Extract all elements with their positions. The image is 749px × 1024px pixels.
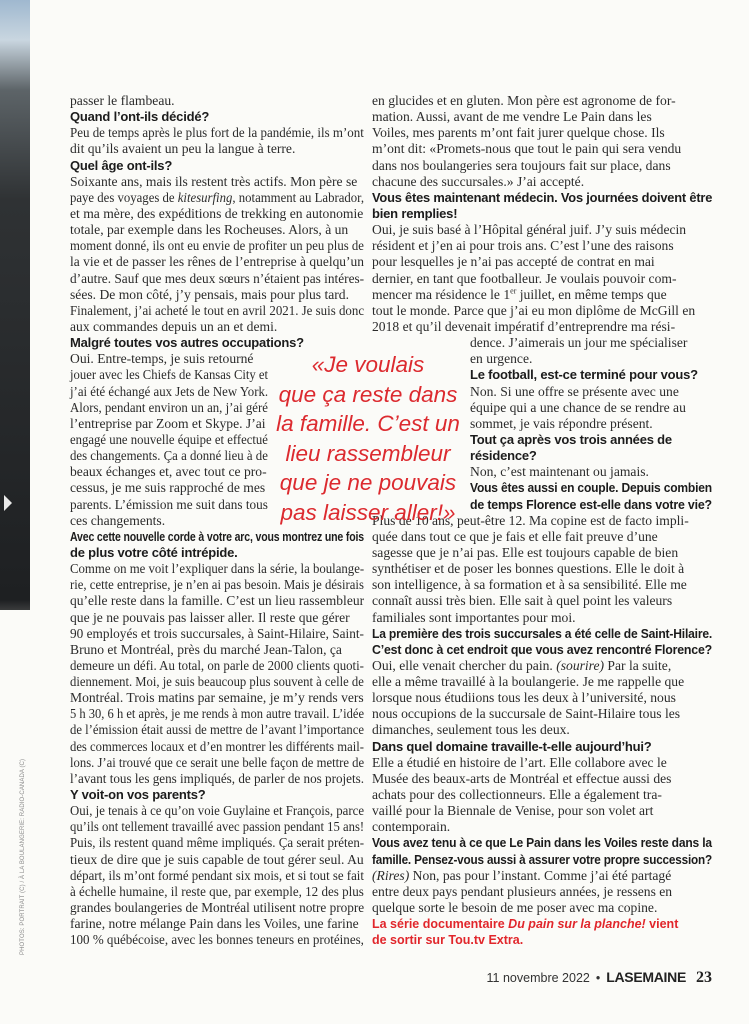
- answer-line: [372, 254, 717, 270]
- answer-line: [372, 529, 717, 545]
- page-number: 23: [696, 969, 712, 986]
- line-text: tieux de dire que je suis capable de tout gérer seul. Au: [70, 851, 364, 867]
- line-text: dence. J’aimerais un jour me spécialiser: [470, 335, 688, 351]
- line-text: connaît aussi très bien. Elle sait à quel point les valeurs: [372, 593, 673, 609]
- text-segment: , notamment au Labrador,: [232, 189, 365, 205]
- italic-text: (sourire): [556, 657, 605, 673]
- line-text: achats pour des collectionneurs. Elle a également tra-: [372, 787, 662, 803]
- answer-line: [372, 658, 717, 674]
- answer-line: [372, 690, 717, 706]
- line-text: mation. Aussi, avant de me vendre Le Pain dans les: [372, 109, 652, 125]
- answer-line: [70, 626, 370, 642]
- answer-line: [70, 771, 370, 787]
- answer-line: [70, 690, 370, 706]
- line-text: Non. Si une offre se présente avec une: [470, 383, 679, 399]
- line-text: l’entreprise par Zoom et Skype. J’ai: [70, 415, 266, 431]
- line-text: Plus de 10 ans, peut-être 12. Ma copine est de facto impli-: [372, 512, 689, 528]
- answer-line: [70, 900, 370, 916]
- answer-line: [70, 287, 370, 303]
- answer-line: [372, 706, 717, 722]
- line-text: rie, cette entreprise, je n’en ai pas besoin. Mais je désirais: [70, 577, 364, 593]
- line-text: 2018 et qu’il devenait impératif d’entreprendre ma rési-: [372, 318, 676, 334]
- issue-date: 11 novembre 2022: [486, 971, 590, 985]
- line-text: Oui, je tenais à ce qu’on voie Guylaine et François, parce: [70, 803, 365, 819]
- line-text: Dans quel domaine travaille-t-elle aujourd’hui?: [372, 738, 652, 754]
- answer-line: [372, 93, 717, 109]
- line-text: nous occupions de la succursale de Saint-Hilaire tous les: [372, 706, 681, 722]
- line-text: Elle a étudié en histoire de l’art. Elle collabore avec le: [372, 754, 667, 770]
- answer-line: [372, 174, 717, 190]
- line-text: dernier, en tant que footballeur. Je voulais pouvoir com-: [372, 270, 677, 286]
- question-line: [70, 529, 370, 545]
- text-segment: La série documentaire: [372, 917, 509, 932]
- line-text: engagé une nouvelle équipe et effectué: [70, 431, 268, 447]
- answer-line: [70, 174, 370, 190]
- line-text: départ, ils m’ont formé pendant six mois, et si tout se fait: [70, 867, 364, 883]
- line-text: ces changements.: [70, 512, 166, 528]
- answer-line: [470, 416, 717, 432]
- line-text: Peu de temps après le plus fort de la pandémie, ils m’ont: [70, 125, 364, 141]
- line-text: famille. Pensez-vous aussi à assurer votre propre succession?: [372, 851, 713, 867]
- answer-line: [70, 303, 370, 319]
- answer-line: [372, 577, 717, 593]
- answer-line: [372, 755, 717, 771]
- line-text: des commerces locaux et d’en montrer les différents mail-: [70, 738, 364, 754]
- pull-quote: [262, 350, 474, 528]
- question-line: [470, 448, 717, 464]
- answer-line: [372, 109, 717, 125]
- answer-line: [372, 722, 717, 738]
- answer-line: [70, 577, 370, 593]
- answer-line: [470, 464, 717, 480]
- answer-line: [70, 254, 370, 270]
- text-segment: Non, pas pour l’instant. Comme j’ai été partagé: [409, 867, 672, 883]
- line-text: qu’elle reste dans la famille. C’est un lieu rassembleur: [70, 593, 365, 609]
- answer-line: [470, 351, 717, 367]
- answer-line: [70, 190, 370, 206]
- pull-quote-line: que ça reste dans: [278, 381, 458, 407]
- line-text: contemporain.: [372, 819, 451, 835]
- question-line: [70, 545, 370, 561]
- answer-line: [372, 125, 717, 141]
- line-text: 5 h 30, 6 h et après, je me rends à mon autre travail. L’idée: [70, 706, 365, 722]
- question-line: [372, 190, 717, 206]
- question-line: [372, 739, 717, 755]
- line-text: Puis, ils restent quand même impliqués. Ça serait préten-: [70, 835, 365, 851]
- question-line: [372, 852, 717, 868]
- italic-text: Du pain sur la planche!: [508, 917, 646, 932]
- line-text: grandes boulangeries de Montréal utilisent notre propre: [70, 900, 365, 916]
- line-text: en glucides et en gluten. Mon père est agronome de for-: [372, 93, 676, 108]
- line-text: familiales sont importantes pour moi.: [372, 609, 576, 625]
- answer-line: [70, 884, 370, 900]
- answer-line: [70, 706, 370, 722]
- line-text: elle a même travaillé à la boulangerie. Je me rappelle que: [372, 674, 685, 690]
- question-line: [470, 480, 717, 496]
- line-text: jouer avec les Chiefs de Kansas City et: [70, 367, 269, 383]
- credit-note-line: [372, 916, 717, 932]
- line-text: moment donné, ils ont eu envie de profiter un peu plus de: [70, 238, 364, 254]
- line-text: sées. De mon côté, j’y pensais, mais pour plus tard.: [70, 286, 349, 302]
- pull-quote-line: que je ne pouvais: [279, 470, 457, 496]
- line-text: 100 % québécoise, avec les bonnes teneurs en protéines,: [70, 932, 364, 948]
- line-text: résidence?: [470, 448, 537, 464]
- answer-line: [470, 400, 717, 416]
- answer-line: [70, 141, 370, 157]
- line-text: Bruno et Montréal, près du marché Jean-Talon, ça: [70, 641, 342, 657]
- answer-line: [70, 819, 370, 835]
- line-text: quée dans tout ce que je fais et elle fait preuve d’une: [372, 528, 658, 544]
- line-text: à échelle humaine, il reste que, par exemple, 12 des plus: [70, 883, 364, 899]
- photo-detail: [4, 495, 12, 511]
- line-text: Vous êtes aussi en couple. Depuis combien: [470, 480, 712, 496]
- line-text: Quel âge ont-ils?: [70, 157, 173, 173]
- text-segment: Par la suite,: [604, 657, 672, 673]
- answer-line: [470, 335, 717, 351]
- answer-line: [372, 803, 717, 819]
- line-text: [372, 658, 671, 674]
- answer-line: [70, 852, 370, 868]
- answer-line: [70, 755, 370, 771]
- answer-line: [70, 593, 370, 609]
- line-text: beaux échanges et, avec tout ce pro-: [70, 464, 267, 480]
- line-text: en urgence.: [470, 351, 533, 367]
- line-text: de plus votre côté intrépide.: [70, 544, 238, 560]
- line-text: totale, par exemple dans les Rocheuses. Alors, à un: [70, 222, 349, 238]
- line-text: résident et j’en ai pour trois ans. C’est l’une des raisons: [372, 238, 674, 254]
- answer-line: [70, 722, 370, 738]
- italic-text: kitesurfing: [177, 189, 233, 205]
- question-line: [372, 835, 717, 851]
- line-text: Alors, pendant environ un an, j’ai géré: [70, 399, 268, 415]
- question-line: [470, 432, 717, 448]
- line-text: Oui. Entre-temps, je suis retourné: [70, 351, 254, 367]
- answer-line: [70, 93, 370, 109]
- answer-line: [70, 206, 370, 222]
- pull-quote-line: lieu rassembleur: [285, 440, 451, 466]
- answer-line: [372, 868, 717, 884]
- line-text: de l’émission était aussi de mettre de l’avant l’importance: [70, 722, 365, 738]
- line-text: équipe qui a une chance de se rendre au: [470, 399, 686, 415]
- line-text: entre deux pays pendant plusieurs années, je ressens en: [372, 883, 673, 899]
- answer-line: [70, 868, 370, 884]
- text-segment: paye des voyages de: [70, 189, 178, 205]
- answer-line: [372, 271, 717, 287]
- line-text: passer le flambeau.: [70, 93, 175, 108]
- line-text: tout le monde. Parce que j’ai eu mon diplôme de McGill en: [372, 302, 696, 318]
- line-text: Musée des beaux-arts de Montréal et effectue aussi des: [372, 770, 672, 786]
- answer-line: [470, 384, 717, 400]
- text-segment: vient: [645, 917, 679, 932]
- line-text: sommet, je vais répondre présent.: [470, 415, 653, 431]
- line-text: synthétiser et de poser les bonnes questions. Elle le doit à: [372, 561, 685, 577]
- magazine-name: LASEMAINE: [606, 969, 686, 985]
- line-text: C’est donc à cet endroit que vous avez rencontré Florence?: [372, 641, 713, 657]
- line-text: farine, notre mélange Pain dans les Voiles, une farine: [70, 916, 359, 932]
- line-text: Comme on me voit l’expliquer dans la série, la boulange-: [70, 561, 365, 577]
- answer-line: [372, 819, 717, 835]
- line-text: de temps Florence est-elle dans votre vie?: [470, 496, 712, 512]
- answer-line: [70, 674, 370, 690]
- line-text: de sortir sur Tou.tv Extra.: [372, 933, 524, 948]
- line-text: [372, 287, 667, 303]
- line-text: La première des trois succursales a été celle de Saint-Hilaire.: [372, 625, 713, 641]
- italic-text: (Rires): [372, 867, 410, 883]
- answer-line: [372, 303, 717, 319]
- question-line: [470, 497, 717, 513]
- question-line: [470, 367, 717, 383]
- line-text: qu’ils ont tellement travaillé avec passion pendant 15 ans!: [70, 819, 365, 835]
- line-text: Non, c’est maintenant ou jamais.: [470, 464, 649, 480]
- line-text: son intelligence, à sa formation et à sa sensibilité. Elle me: [372, 577, 687, 593]
- line-text: Voiles, mes parents m’ont fait jurer quelque chose. Ils: [372, 125, 665, 141]
- answer-line: [70, 238, 370, 254]
- line-text: bien remplies!: [372, 205, 458, 221]
- answer-line: [372, 545, 717, 561]
- line-text: chacune des succursales.» J’ai accepté.: [372, 173, 585, 189]
- footer-separator: •: [595, 971, 601, 985]
- line-text: Tout ça après vos trois années de: [470, 431, 672, 447]
- line-text: Vous avez tenu à ce que Le Pain dans les Voiles reste dans la: [372, 835, 712, 851]
- line-text: j’ai été échangé aux Jets de New York.: [70, 383, 269, 399]
- answer-line: [372, 287, 717, 303]
- line-text: dans nos boulangeries sera toujours fait sur place, dans: [372, 157, 671, 173]
- answer-line: [372, 319, 717, 335]
- answer-line: [70, 658, 370, 674]
- line-text: Le football, est-ce terminé pour vous?: [470, 367, 698, 383]
- line-text: Y voit-on vos parents?: [70, 787, 206, 803]
- answer-line: [372, 610, 717, 626]
- line-text: quelque sorte le besoin de me poser avec ma copine.: [372, 900, 658, 916]
- pull-quote-line: la famille. C’est un: [276, 411, 460, 437]
- line-text: 90 employés et trois succursales, à Saint-Hilaire, Saint-: [70, 625, 364, 641]
- line-text: aux commandes depuis un an et demi.: [70, 318, 278, 334]
- line-text: sagesse que je n’ai pas. Elle est toujours capable de bien: [372, 544, 679, 560]
- text-segment: mencer ma résidence le 1: [372, 286, 511, 302]
- answer-line: [70, 610, 370, 626]
- answer-line: [70, 932, 370, 948]
- line-text: lons. J’ai trouvé que ce serait une belle façon de mettre de: [70, 754, 365, 770]
- answer-line: [372, 771, 717, 787]
- line-text: dimanches, seulement tous les deux.: [372, 722, 570, 738]
- line-text: Avec cette nouvelle corde à votre arc, vous montrez une fois: [70, 528, 364, 544]
- line-text: [372, 868, 671, 884]
- answer-line: [372, 158, 717, 174]
- answer-line: [372, 222, 717, 238]
- line-text: vaillé pour la Biennale de Venise, pour son volet art: [372, 803, 654, 819]
- line-text: [70, 190, 364, 206]
- answer-line: [372, 900, 717, 916]
- line-text: Malgré toutes vos autres occupations?: [70, 335, 304, 351]
- answer-line: [372, 593, 717, 609]
- photo-credit: PHOTOS: PORTRAIT (C) / À LA BOULANGERIE: RADIO-CANADA (C): [20, 758, 26, 955]
- answer-line: [70, 835, 370, 851]
- answer-line: [70, 561, 370, 577]
- line-text: Vous êtes maintenant médecin. Vos journées doivent être: [372, 189, 713, 205]
- line-text: la vie et de passer les rênes de l’entreprise à quelqu’un: [70, 254, 365, 270]
- question-line: [70, 158, 370, 174]
- answer-line: [372, 561, 717, 577]
- line-text: Montréal. Trois matins par semaine, je m’y rends vers: [70, 690, 364, 706]
- pull-quote-line: «Je voulais: [311, 352, 425, 377]
- answer-line: [70, 916, 370, 932]
- line-text: m’ont dit: «Promets-nous que tout le pain qui sera vendu: [372, 141, 682, 157]
- line-text: Oui, je suis basé à l’Hôpital général juif. J’y suis médecin: [372, 222, 687, 238]
- line-text: demeure un défi. Au total, on parle de 2000 clients quoti-: [70, 657, 364, 673]
- line-text: Quand l’ont-ils décidé?: [70, 109, 210, 125]
- line-text: d’autre. Sauf que mes deux sœurs n’étaient pas intéres-: [70, 270, 365, 286]
- line-text: cessus, je me suis rapproché de mes: [70, 480, 266, 496]
- answer-line: [70, 803, 370, 819]
- line-text: [372, 916, 678, 932]
- line-text: dit qu’ils avaient un peu la langue à terre.: [70, 141, 296, 157]
- answer-line: [372, 674, 717, 690]
- question-line: [70, 787, 370, 803]
- answer-line: [70, 642, 370, 658]
- question-line: [70, 335, 370, 351]
- answer-line: [372, 884, 717, 900]
- question-line: [372, 626, 717, 642]
- line-text: parents. L’émission me suit dans tous: [70, 496, 268, 512]
- adjacent-photo-edge: [0, 0, 30, 610]
- line-text: et ma mère, des expéditions de trekking en autonomie: [70, 205, 364, 221]
- text-segment: Oui, elle venait chercher du pain.: [372, 657, 557, 673]
- question-line: [372, 206, 717, 222]
- answer-line: [70, 125, 370, 141]
- question-line: [70, 109, 370, 125]
- line-text: Soixante ans, mais ils restent très actifs. Mon père se: [70, 173, 358, 189]
- line-text: que je ne pouvais pas laisser aller. Il reste que gérer: [70, 609, 350, 625]
- line-text: diennement. Moi, je suis beaucoup plus souvent à celle de: [70, 674, 364, 690]
- question-line: [372, 642, 717, 658]
- line-text: lorsque nous étudiions tous les deux à l’université, nous: [372, 690, 676, 706]
- answer-line: [70, 271, 370, 287]
- text-segment: juillet, en même temps que: [516, 286, 667, 302]
- page-footer: [487, 969, 712, 987]
- line-text: l’avant tous les gens impliqués, de parler de nos projets.: [70, 770, 365, 786]
- answer-line: [372, 141, 717, 157]
- answer-line: [70, 739, 370, 755]
- line-text: Finalement, j’ai acheté le tout en avril 2021. Je suis donc: [70, 302, 365, 318]
- pull-quote-line: pas laisser aller!»: [280, 499, 456, 525]
- line-text: des changements. Ça a donné lieu à de: [70, 448, 268, 464]
- text-segment: er: [510, 286, 517, 296]
- answer-line: [372, 238, 717, 254]
- answer-line: [70, 319, 370, 335]
- credit-note-line: [372, 932, 717, 948]
- answer-line: [372, 787, 717, 803]
- line-text: pour lesquelles je n’ai pas accepté de contrat en mai: [372, 254, 655, 270]
- answer-line: [70, 222, 370, 238]
